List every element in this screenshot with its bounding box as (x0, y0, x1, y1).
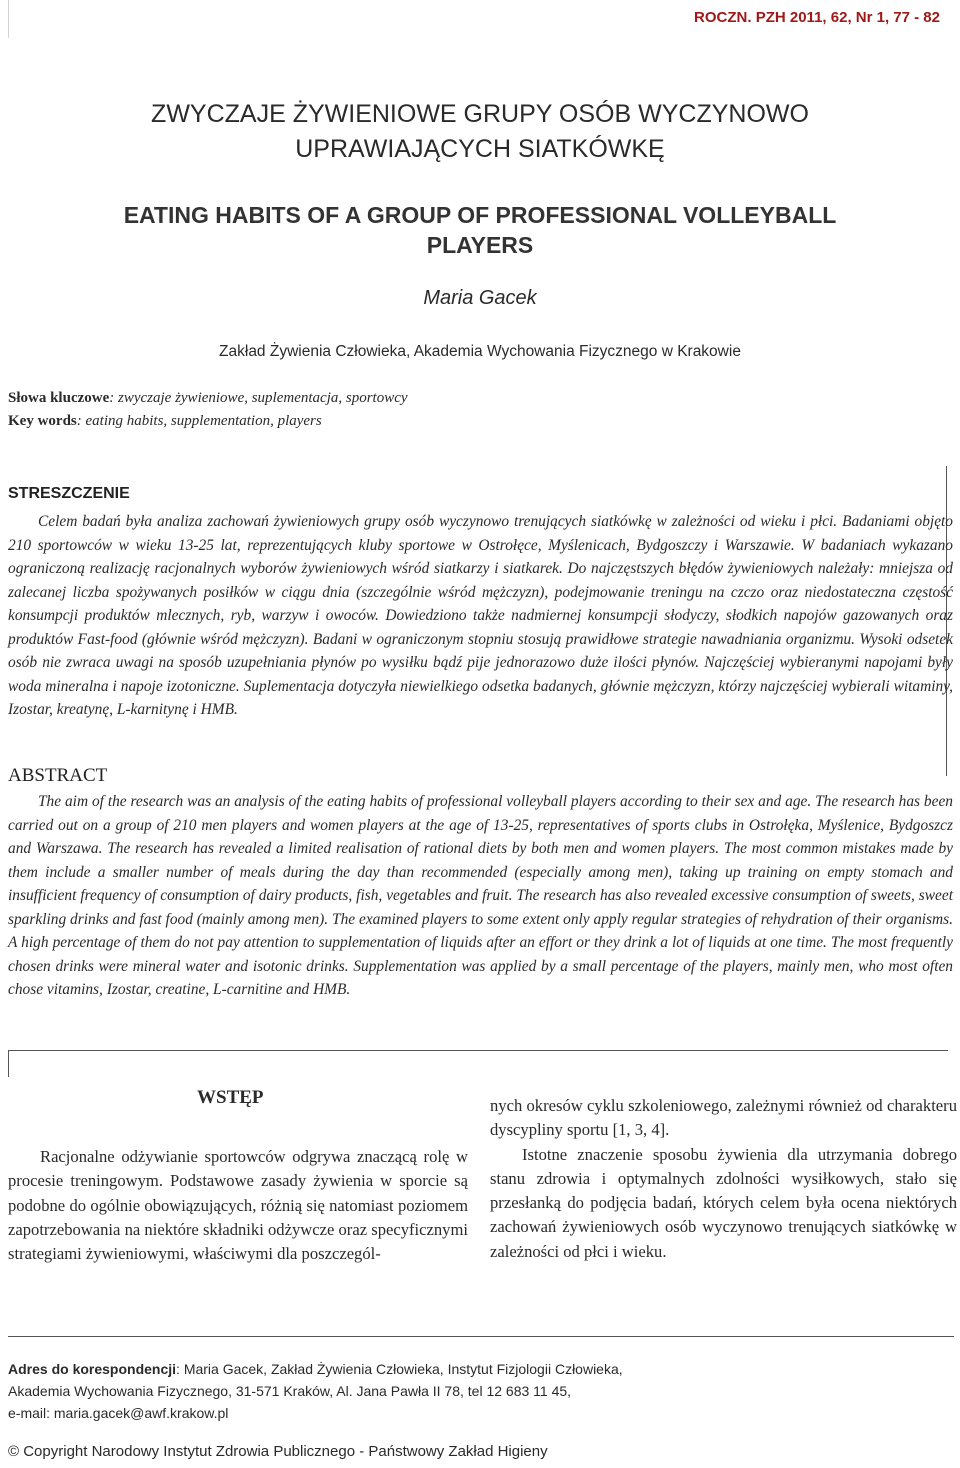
abstract-corner-vertical (8, 1050, 9, 1077)
author-affiliation: Zakład Żywienia Człowieka, Akademia Wychowania Fizycznego w Krakowie (219, 343, 741, 360)
abstract-heading: ABSTRACT (8, 765, 108, 786)
correspondence-line1 (8, 1358, 938, 1380)
journal-reference: ROCZN. PZH 2011, 62, Nr 1, 77 - 82 (694, 9, 940, 26)
wstep-right-paragraph-1: nych okresów cyklu szkoleniowego, zależnymi również od charakteru dyscypliny sportu [1, 3, 4]. (490, 1096, 957, 1140)
title-english-line1: EATING HABITS OF A GROUP OF PROFESSIONAL VOLLEYBALL (123, 202, 837, 228)
wstep-heading: WSTĘP (197, 1087, 264, 1108)
title-english (0, 200, 960, 260)
keywords-english-label: Key words (8, 413, 77, 429)
wstep-right-paragraph-2: Istotne znaczenie sposobu żywienia dla utrzymania dobrego stanu zdrowia i optymalnych zdolności wysiłkowych, stało się przesłanką do podjęcia badań, których celem była ocena niektórych zachowań żywieniowych osób wyczynowo trenujących siatkówkę w zależności od płci i wieku. (490, 1144, 957, 1261)
wstep-left-paragraph: Racjonalne odżywianie sportowców odgrywa znaczącą rolę w procesie treningowym. Podstawowe zasady żywienia w sporcie są podobne do ogólnie obowiązujących, różnią się natomiast poziomem zapotrzebowania na niektóre składniki odżywcze oraz specyficznymi strategiami żywieniowymi, właściwymi dla poszczegól- (8, 1147, 468, 1264)
copyright-notice: © Copyright Narodowy Instytut Zdrowia Publicznego - Państwowy Zakład Higieny (8, 1443, 548, 1460)
footer-rule (8, 1336, 954, 1337)
correspondence-line1-text: : Maria Gacek, Zakład Żywienia Człowieka, Instytut Fizjologii Człowieka, (176, 1361, 623, 1377)
title-polish (0, 97, 960, 167)
wstep-right-column (490, 1094, 957, 1264)
streszczenie-heading: STRESZCZENIE (8, 485, 130, 502)
title-polish-line1: ZWYCZAJE ŻYWIENIOWE GRUPY OSÓB WYCZYNOWO (151, 100, 809, 128)
abstract-text: The aim of the research was an analysis of the eating habits of professional volleyball players according to their sex and age. The research has been carried out on a group of 210 men players and women players at the age of 13-25, representatives of sports clubs in Ostrołęka, Myślenice, Bydgoszcz and Warszawa. The research has revealed a limited realisation of rational diets by both men and women players. The most common mistakes made by them include a smaller number of meals during the day than recommended (especially among men), taking up training on empty stomach and insufficient frequency of consumption of dairy products, fish, vegetables and fruit. The research has also revealed excessive consumption of sweets, sweet sparkling drinks and fast food (mainly among men). The examined players to some extent only apply regular strategies of rehydration of their organisms. A high percentage of them do not pay attention to supplementation of liquids after an effort or they drink a lot of liquids at one time. The most frequently chosen drinks were mineral water and isotonic drinks. Supplementation was applied by a small percentage of the players, mainly men, who most often chose vitamins, Izostar, creatine, L-carnitine and HMB. (8, 793, 953, 998)
keywords-english-text: : eating habits, supplementation, players (76, 413, 322, 429)
title-polish-line2: UPRAWIAJĄCYCH SIATKÓWKĘ (295, 135, 665, 163)
keywords-english (8, 413, 948, 430)
author-name: Maria Gacek (423, 287, 537, 309)
abstract-bottom-rule (8, 1050, 948, 1051)
streszczenie-text: Celem badań była analiza zachowań żywieniowych grupy osób wyczynowo trenujących siatkówkę w zależności od wieku i płci. Badaniami objęto 210 sportowców w wieku 13-25 lat, reprezentujących kluby sportowe w Ostrołęce, Myślenicach, Bydgoszczy i Warszawie. W badaniach wykazano ograniczoną realizację racjonalnych wyborów żywieniowych wśród siatkarzy i siatkarek. Do najczęstszych błędów żywieniowych należały: mniejsza od zalecanej liczba spożywanych posiłków w ciągu dnia (szczególnie wśród mężczyzn), podejmowanie treningu na czczo oraz niedostateczna częstość konsumpcji produktów mlecznych, ryb, warzyw i owoców. Dowiedziono także nadmiernej konsumpcji słodyczy, słodkich napojów gazowanych oraz produktów Fast-food (głównie wśród mężczyzn). Badani w ograniczonym stopniu stosują prawidłowe strategie nawadniania organizmu. Wysoki odsetek osób nie zwraca uwagi na sposób uzupełniania płynów po wysiłku bądź pije jednorazowo duże ilości płynów. Najczęściej wybieranymi napojami były woda mineralna i napoje izotoniczne. Suplementacja dotyczyła niewielkiego odsetka badanych, głównie mężczyzn, którzy najczęściej wybierali witaminy, Izostar, kreatynę, L-karnitynę i HMB. (8, 513, 953, 718)
keywords-polish (8, 390, 948, 407)
wstep-left-column (8, 1145, 468, 1266)
correspondence-address (8, 1358, 938, 1424)
keywords-polish-label: Słowa kluczowe (8, 390, 110, 406)
correspondence-line3: e-mail: maria.gacek@awf.krakow.pl (8, 1405, 229, 1421)
journal-header-bar (8, 0, 960, 38)
correspondence-label: Adres do korespondencji (8, 1361, 177, 1377)
title-english-line2: PLAYERS (426, 232, 534, 258)
keywords-polish-text: : zwyczaje żywieniowe, suplementacja, sportowcy (109, 390, 408, 406)
correspondence-line2: Akademia Wychowania Fizycznego, 31-571 Kraków, Al. Jana Pawła II 78, tel 12 683 11 45, (8, 1383, 572, 1399)
